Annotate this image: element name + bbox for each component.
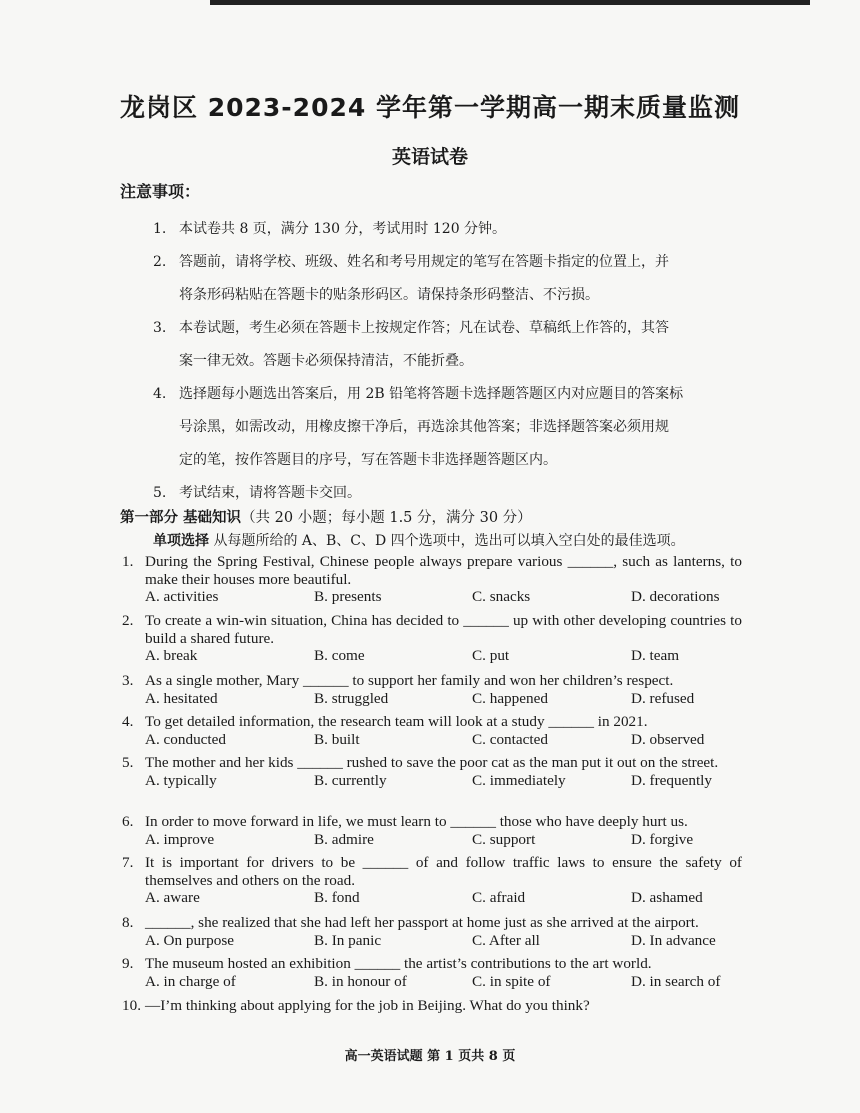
option-d: D. ashamed bbox=[631, 889, 703, 906]
question-stem: It is important for drivers to be ______ of and follow traffic laws to ensure the safety of themselves and others on the road. bbox=[145, 854, 742, 889]
option-d: D. In advance bbox=[631, 931, 716, 949]
option-c: C. happened bbox=[472, 689, 548, 707]
option-c: C. support bbox=[472, 830, 536, 848]
instructions-type: 单项选择 bbox=[153, 533, 209, 549]
options-row bbox=[145, 973, 742, 991]
question-stem: —I’m thinking about applying for the job in Beijing. What do you think? bbox=[145, 997, 590, 1014]
exam-title: 龙岗区 2023-2024 学年第一学期高一期末质量监测 bbox=[120, 93, 740, 122]
question-stem: In order to move forward in life, we must learn to ______ those who have deeply hurt us. bbox=[145, 813, 688, 830]
question bbox=[122, 612, 742, 665]
option-c: C. in spite of bbox=[472, 972, 551, 990]
section-heading bbox=[120, 506, 532, 527]
question bbox=[122, 553, 742, 606]
notes-heading: 注意事项： bbox=[120, 182, 201, 201]
option-d: D. forgive bbox=[631, 830, 694, 848]
option-b: B. struggled bbox=[314, 689, 389, 707]
question-stem: To get detailed information, the research team will look at a study ______ in 2021. bbox=[145, 713, 648, 730]
options-row bbox=[145, 588, 742, 606]
question-number: 5. bbox=[122, 754, 134, 771]
option-c: C. immediately bbox=[472, 771, 566, 789]
question-number: 10. bbox=[122, 997, 141, 1014]
option-c: C. contacted bbox=[472, 730, 548, 748]
note-line: 案一律无效。答题卡必须保持清洁，不能折叠。 bbox=[179, 353, 473, 369]
note-line: 将条形码粘贴在答题卡的贴条形码区。请保持条形码整洁、不污损。 bbox=[179, 287, 599, 303]
instructions-text: 从每题所给的 A、B、C、D 四个选项中，选出可以填入空白处的最佳选项。 bbox=[209, 533, 685, 549]
note-number: 2. bbox=[153, 254, 167, 270]
question-stem: As a single mother, Mary ______ to support her family and won her children’s respect. bbox=[145, 672, 674, 689]
option-d: D. in search of bbox=[631, 972, 721, 990]
page-footer: 高一英语试题 第 1 页共 8 页 bbox=[344, 1049, 516, 1064]
option-d: D. team bbox=[631, 647, 680, 664]
option-c: C. After all bbox=[472, 931, 540, 949]
note-line: 号涂黑，如需改动，用橡皮擦干净后，再选涂其他答案；非选择题答案必须用规 bbox=[179, 419, 669, 435]
note-line: 考试结束，请将答题卡交回。 bbox=[179, 485, 361, 501]
section-title: 第一部分 基础知识 bbox=[120, 510, 242, 526]
option-a: A. improve bbox=[145, 830, 215, 848]
note-line: 答题前，请将学校、班级、姓名和考号用规定的笔写在答题卡指定的位置上，并 bbox=[179, 254, 669, 270]
question bbox=[122, 854, 742, 907]
options-row bbox=[145, 831, 742, 849]
section-description: （共 20 小题；每小题 1.5 分，满分 30 分） bbox=[241, 510, 532, 526]
option-b: B. admire bbox=[314, 830, 374, 848]
option-d: D. decorations bbox=[631, 588, 720, 605]
option-a: A. On purpose bbox=[145, 931, 235, 949]
question-stem: To create a win-win situation, China has decided to ______ up with other developing countries to build a shared future. bbox=[145, 612, 742, 647]
option-a: A. activities bbox=[145, 588, 219, 605]
options-row bbox=[145, 772, 742, 790]
note-number: 3. bbox=[153, 320, 167, 336]
options-row bbox=[145, 889, 742, 907]
option-b: B. presents bbox=[314, 588, 382, 605]
option-c: C. snacks bbox=[472, 588, 531, 605]
note-line: 选择题每小题选出答案后，用 2B 铅笔将答题卡选择题答题区内对应题目的答案标 bbox=[179, 386, 684, 402]
question-number: 1. bbox=[122, 553, 134, 570]
section-instructions bbox=[153, 530, 685, 550]
note-item bbox=[153, 378, 753, 477]
note-number: 1. bbox=[153, 221, 167, 237]
question-number: 3. bbox=[122, 672, 134, 689]
question-number: 9. bbox=[122, 955, 134, 972]
notes-list bbox=[153, 213, 753, 510]
option-b: B. built bbox=[314, 730, 360, 748]
options-row bbox=[145, 731, 742, 749]
option-b: B. in honour of bbox=[314, 972, 407, 990]
exam-subtitle: 英语试卷 bbox=[391, 146, 468, 168]
question bbox=[122, 914, 742, 950]
question-number: 7. bbox=[122, 854, 134, 871]
option-a: A. typically bbox=[145, 771, 217, 789]
option-a: A. conducted bbox=[145, 730, 226, 748]
note-line: 本试卷共 8 页，满分 130 分，考试用时 120 分钟。 bbox=[179, 221, 507, 237]
option-a: A. aware bbox=[145, 889, 200, 906]
option-c: C. put bbox=[472, 647, 510, 664]
question bbox=[122, 672, 742, 708]
option-b: B. In panic bbox=[314, 931, 382, 949]
question bbox=[122, 754, 742, 790]
note-item bbox=[153, 312, 753, 378]
option-a: A. in charge of bbox=[145, 972, 236, 990]
question-number: 6. bbox=[122, 813, 134, 830]
question bbox=[122, 713, 742, 749]
question bbox=[122, 813, 742, 849]
option-b: B. fond bbox=[314, 889, 360, 906]
question-stem: The museum hosted an exhibition ______ the artist’s contributions to the art world. bbox=[145, 955, 652, 972]
question-stem: During the Spring Festival, Chinese people always prepare various ______, such as lanterns, to make their houses more beautiful. bbox=[145, 553, 742, 588]
question-stem: The mother and her kids ______ rushed to save the poor cat as the man put it out on the street. bbox=[145, 754, 719, 771]
option-a: A. break bbox=[145, 647, 198, 664]
option-d: D. frequently bbox=[631, 771, 712, 789]
question-stem: ______, she realized that she had left her passport at home just as she arrived at the airport. bbox=[145, 914, 699, 931]
question bbox=[122, 955, 742, 991]
options-row bbox=[145, 647, 742, 665]
note-line: 定的笔，按作答题目的序号，写在答题卡非选择题答题区内。 bbox=[179, 452, 557, 468]
note-item bbox=[153, 246, 753, 312]
scan-top-edge bbox=[210, 0, 810, 5]
option-c: C. afraid bbox=[472, 889, 526, 906]
note-number: 5. bbox=[153, 485, 167, 501]
option-d: D. refused bbox=[631, 689, 695, 707]
question bbox=[122, 997, 742, 1015]
option-d: D. observed bbox=[631, 730, 705, 748]
options-row bbox=[145, 932, 742, 950]
question-number: 8. bbox=[122, 914, 134, 931]
option-a: A. hesitated bbox=[145, 689, 218, 707]
note-number: 4. bbox=[153, 386, 167, 402]
option-b: B. currently bbox=[314, 771, 387, 789]
question-number: 4. bbox=[122, 713, 134, 730]
option-b: B. come bbox=[314, 647, 365, 664]
note-item bbox=[153, 213, 753, 246]
question-number: 2. bbox=[122, 612, 134, 629]
note-line: 本卷试题，考生必须在答题卡上按规定作答；凡在试卷、草稿纸上作答的，其答 bbox=[179, 320, 669, 336]
options-row bbox=[145, 690, 742, 708]
